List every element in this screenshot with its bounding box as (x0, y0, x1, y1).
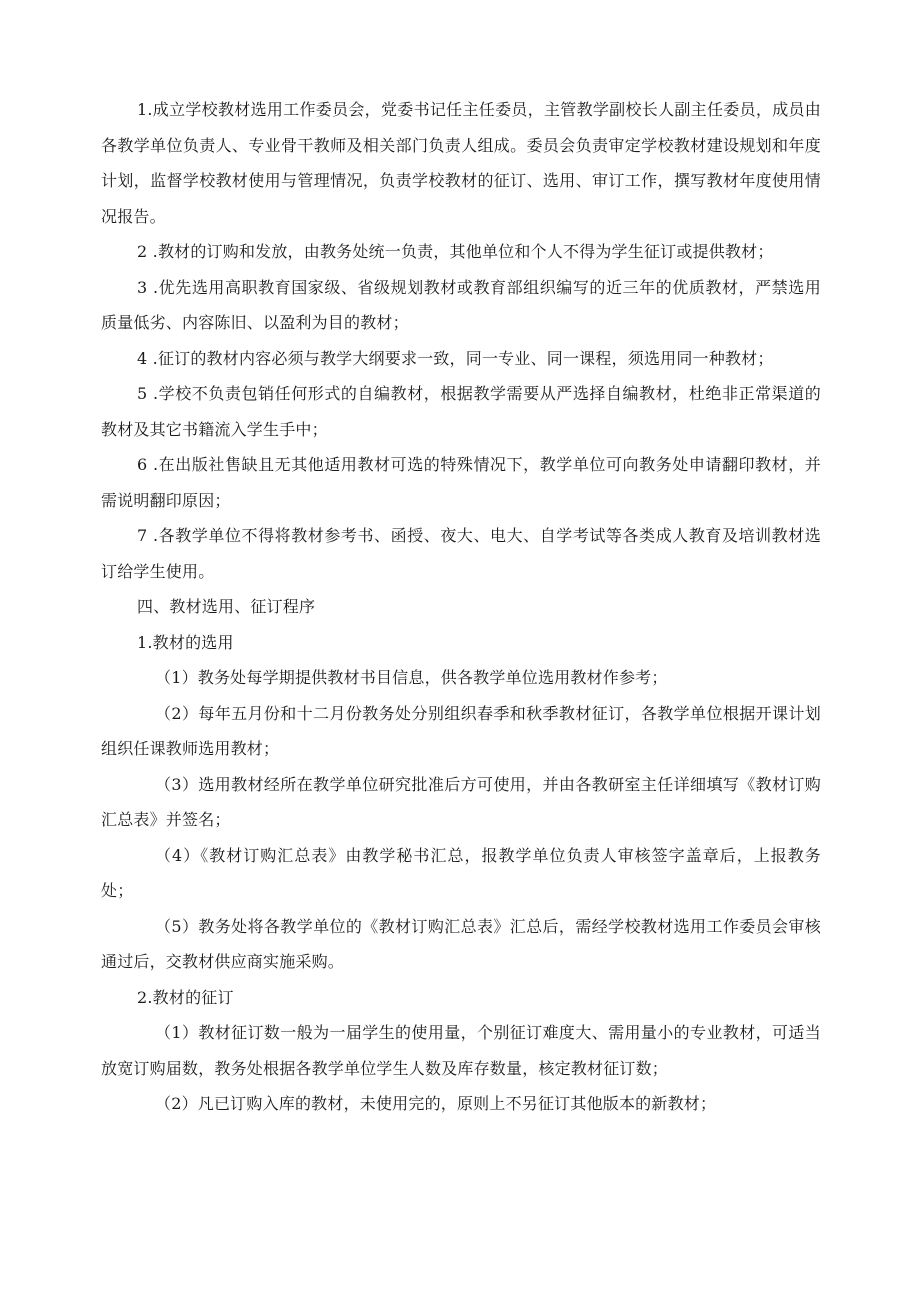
list-item-selection-3: （3）选用教材经所在教学单位研究批准后方可使用，并由各教研室主任详细填写《教材订购汇总表》并签名； (101, 774, 821, 829)
list-item-ordering-1: （1）教材征订数一般为一届学生的使用量，个别征订难度大、需用量小的专业教材，可适当放宽订购届数，教务处根据各教学单位学生人数及库存数量，核定教材征订数； (101, 1023, 821, 1078)
paragraph-reprint: 6 .在出版社售缺且无其他适用教材可选的特殊情况下，教学单位可向教务处申请翻印教材，并需说明翻印原因； (101, 455, 821, 510)
subheading-selection: 1.教材的选用 (137, 632, 234, 652)
paragraph-self-compiled: 5 .学校不负责包销任何形式的自编教材，根据教学需要从严选择自编教材，杜绝非正常渠道的教材及其它书籍流入学生手中； (101, 384, 821, 439)
document-page (101, 92, 821, 1122)
paragraph-prohibited: 7 .各教学单位不得将教材参考书、函授、夜大、电大、自学考试等各类成人教育及培训教材选订给学生使用。 (101, 526, 821, 581)
paragraph-committee: 1.成立学校教材选用工作委员会，党委书记任主任委员，主管教学副校长人副主任委员，成员由各教学单位负责人、专业骨干教师及相关部门负责人组成。委员会负责审定学校教材建设规划和年度计划，监督学校教材使用与管理情况，负责学校教材的征订、选用、审订工作，撰写教材年度使用情况报告。 (101, 100, 821, 226)
list-item-selection-5: （5）教务处将各教学单位的《教材订购汇总表》汇总后，需经学校教材选用工作委员会审核通过后，交教材供应商实施采购。 (101, 916, 821, 971)
list-item-selection-1: （1）教务处每学期提供教材书目信息，供各教学单位选用教材作参考； (155, 668, 668, 687)
paragraph-priority-selection: 3 .优先选用高职教育国家级、省级规划教材或教育部组织编写的近三年的优质教材，严禁选用质量低劣、内容陈旧、以盈利为目的教材； (101, 277, 821, 332)
paragraph-content-consistency: 4 .征订的教材内容必须与教学大纲要求一致，同一专业、同一课程，须选用同一种教材； (137, 348, 774, 368)
list-item-ordering-2: （2）凡已订购入库的教材，未使用完的，原则上不另征订其他版本的新教材； (155, 1094, 717, 1113)
list-item-selection-2: （2）每年五月份和十二月份教务处分别组织春季和秋季教材征订，各教学单位根据开课计划组织任课教师选用教材； (101, 703, 821, 758)
list-item-selection-4: （4）《教材订购汇总表》由教学秘书汇总，报教学单位负责人审核签字盖章后，上报教务处； (101, 845, 821, 900)
paragraph-distribution: 2 .教材的订购和发放，由教务处统一负责，其他单位和个人不得为学生征订或提供教材； (137, 242, 774, 261)
subheading-ordering: 2.教材的征订 (137, 987, 234, 1007)
section-heading-procedure: 四、教材选用、征订程序 (137, 597, 316, 616)
